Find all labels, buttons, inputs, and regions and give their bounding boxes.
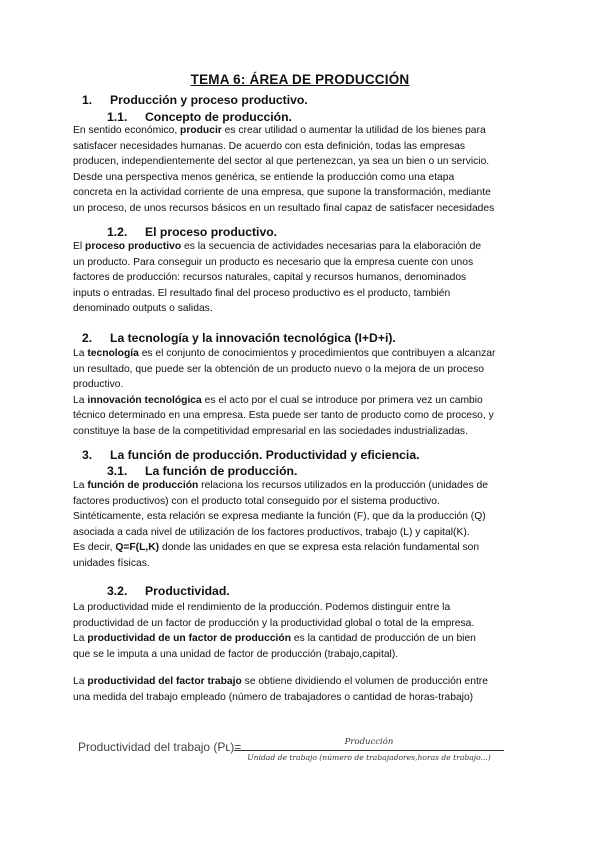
- text-line: inputs o entradas. El resultado final del proceso productivo es el producto, también: [73, 287, 451, 299]
- text-line: satisfacer necesidades humanas. De acuerdo con esta definición, todas las empresas: [73, 140, 466, 152]
- section-number: 3.: [82, 448, 93, 462]
- document-title: TEMA 6: ÁREA DE PRODUCCIÓN: [190, 72, 410, 87]
- text-line: factores productivos) con el producto total conseguido por el sistema productivo.: [73, 495, 440, 507]
- text-line: técnico determinado en una empresa. Esta puede ser tanto de producto como de proceso, y: [73, 410, 494, 421]
- formula-lhs: Productividad del trabajo (Pʟ)=: [78, 740, 242, 754]
- text-line: Sintéticamente, esta relación se expresa mediante la función (F), que da la producción (Q): [73, 511, 486, 522]
- bold-term: función de producción: [87, 480, 199, 491]
- text-line: La innovación tecnológica es el acto por el cual se introduce por primera vez un cambio: [73, 394, 483, 406]
- bold-term: productividad de un factor de producción: [87, 633, 291, 644]
- text-line: productividad de un factor de producción y la productividad global o total de la empresa.: [73, 617, 475, 629]
- bold-term: innovación tecnológica: [87, 394, 202, 406]
- text-line: un producto. Para conseguir un producto es necesario que la empresa cuente con unos: [73, 256, 474, 268]
- paragraph-tecnologia: [73, 346, 533, 439]
- text-line: denominado outputs o salidas.: [73, 303, 213, 314]
- bold-term: producir: [180, 125, 222, 136]
- text-line: un proceso, de unos recursos básicos en un resultado final capaz de satisfacer necesidades: [73, 202, 495, 214]
- paragraph-proceso-productivo: [73, 239, 533, 317]
- subsection-number: 3.2.: [107, 584, 128, 598]
- subsection-title: La función de producción.: [145, 464, 298, 478]
- text-line: unidades físicas.: [73, 557, 150, 569]
- paragraph-productividad-trabajo: [73, 674, 533, 705]
- text-line: La productividad del factor trabajo se obtiene dividiendo el volumen de producción entre: [73, 676, 488, 687]
- text-line: Desde una perspectiva menos genérica, se entiende la producción como una etapa: [73, 171, 455, 183]
- text-line: La productividad de un factor de producción es la cantidad de producción de un bien: [73, 633, 476, 644]
- paragraph-productividad: [73, 600, 533, 662]
- text-line: constituye la base de la competitividad empresarial en las sociedades industrializadas.: [73, 425, 468, 437]
- formula-denominator: Unidad de trabajo (número de trabajadores,horas de trabajo...): [247, 753, 491, 762]
- text-line: concreta en la actividad corriente de una empresa, que supone la transformación, mediante: [73, 187, 491, 198]
- paragraph-funcion-produccion: [73, 478, 533, 571]
- text-line: La función de producción relaciona los recursos utilizados en la producción (unidades de: [73, 480, 488, 491]
- formula-numerator: Producción: [344, 737, 394, 747]
- subsection-number: 1.1.: [107, 110, 128, 124]
- subsection-3-1-heading: [107, 464, 297, 478]
- text-line: productivo.: [73, 379, 124, 390]
- text-line: una medida del trabajo empleado (número de trabajadores o cantidad de horas-trabajo): [73, 691, 474, 703]
- section-1-heading: [82, 93, 308, 107]
- text-line: producen, independientemente del sector al que pertenezcan, ya sea un bien o un servicio.: [73, 156, 490, 167]
- subsection-title: Productividad.: [145, 584, 230, 598]
- text-line: El proceso productivo es la secuencia de actividades necesarias para la elaboración de: [73, 241, 482, 252]
- bold-term: tecnología: [87, 348, 139, 359]
- section-title: Producción y proceso productivo.: [110, 93, 308, 107]
- section-2-heading: [82, 331, 396, 345]
- text-line: La productividad mide el rendimiento de la producción. Podemos distinguir entre la: [73, 602, 451, 613]
- section-number: 1.: [82, 93, 93, 107]
- text-line: La tecnología es el conjunto de conocimientos y procedimientos que contribuyen a alcanzar: [73, 348, 496, 359]
- subsection-title: Concepto de producción.: [145, 110, 292, 124]
- bold-term: productividad del factor trabajo: [87, 676, 242, 687]
- subsection-3-2-heading: [107, 584, 230, 598]
- subsection-1-2-heading: [107, 225, 277, 239]
- text-line: un resultado, que puede ser la obtención de un producto nuevo o la mejora de un proceso: [73, 363, 485, 375]
- text-line: asociada a cada nivel de utilización de los factores productivos, trabajo (L) y capital(K).: [73, 526, 470, 538]
- text-line: que se le imputa a una unidad de factor de producción (trabajo,capital).: [73, 648, 399, 660]
- bold-term: proceso productivo: [85, 241, 182, 252]
- formula-inline: Q=F(L,K): [115, 542, 160, 553]
- section-3-heading: [82, 448, 419, 462]
- section-title: La función de producción. Productividad y eficiencia.: [110, 448, 420, 462]
- text-line: En sentido económico, producir es crear utilidad o aumentar la utilidad de los bienes para: [73, 125, 486, 136]
- paragraph-produccion: [73, 123, 533, 216]
- subsection-1-1-heading: [107, 110, 292, 124]
- text-line: Es decir, Q=F(L,K) donde las unidades en que se expresa esta relación fundamental son: [73, 542, 480, 553]
- subsection-number: 3.1.: [107, 464, 128, 478]
- subsection-title: El proceso productivo.: [145, 225, 278, 239]
- section-title: La tecnología y la innovación tecnológica (I+D+i).: [110, 331, 396, 345]
- productivity-formula: [78, 735, 518, 771]
- text-line: factores de producción: recursos naturales, capital y recursos humanos, denominados: [73, 272, 467, 283]
- fraction-bar: [234, 750, 504, 751]
- subsection-number: 1.2.: [107, 225, 128, 239]
- section-number: 2.: [82, 331, 93, 345]
